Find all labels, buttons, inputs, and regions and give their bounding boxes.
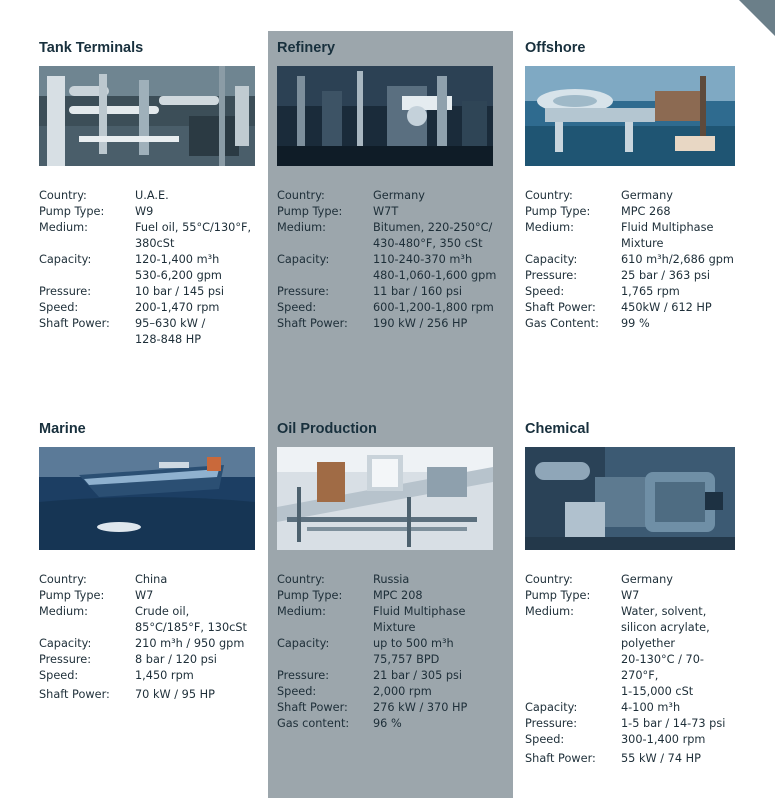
speed-value: 1,765 rpm — [621, 285, 680, 298]
pump-type-value: MPC 208 — [373, 589, 423, 602]
country-value: Germany — [373, 189, 425, 202]
shaft-power-value: 95–630 kW / 128-848 HP — [135, 317, 206, 346]
chemical-photo — [525, 447, 735, 550]
speed-value: 1,450 rpm — [135, 669, 194, 682]
speed-label: Speed: — [277, 685, 317, 698]
shaft-power-value: 55 kW / 74 HP — [621, 752, 701, 765]
shaft-power-value: 70 kW / 95 HP — [135, 688, 215, 701]
card-tank-terminals — [39, 39, 275, 348]
medium-value: Fluid Multiphase Mixture — [373, 605, 466, 634]
capacity-value: 110-240-370 m³h 480-1,060-1,600 gpm — [373, 253, 497, 282]
medium-label: Medium: — [277, 221, 326, 234]
pressure-value: 10 bar / 145 psi — [135, 285, 225, 298]
country-label: Country: — [39, 573, 87, 586]
medium-value: Fuel oil, 55°C/130°F, 380cSt — [135, 221, 252, 250]
capacity-label: Capacity: — [277, 253, 330, 266]
medium-value: Fluid Multiphase Mixture — [621, 221, 714, 250]
pump-type-label: Pump Type: — [39, 589, 105, 602]
shaft-power-label: Shaft Power: — [277, 701, 348, 714]
speed-value: 300-1,400 rpm — [621, 733, 706, 746]
pressure-label: Pressure: — [525, 269, 578, 282]
country-label: Country: — [525, 573, 573, 586]
pump-type-value: W7 — [621, 589, 640, 602]
pump-type-label: Pump Type: — [525, 205, 591, 218]
capacity-label: Capacity: — [525, 253, 578, 266]
medium-label: Medium: — [525, 605, 574, 618]
card-title: Marine — [39, 421, 86, 437]
pump-type-label: Pump Type: — [39, 205, 105, 218]
shaft-power-value: 276 kW / 370 HP — [373, 701, 468, 714]
country-label: Country: — [525, 189, 573, 202]
speed-label: Speed: — [525, 733, 565, 746]
speed-label: Speed: — [277, 301, 317, 314]
card-title: Offshore — [525, 40, 586, 56]
pressure-label: Pressure: — [525, 717, 578, 730]
pump-type-value: W7 — [135, 589, 154, 602]
pump-type-value: W9 — [135, 205, 154, 218]
refinery-photo — [277, 66, 493, 166]
card-offshore — [525, 39, 761, 332]
card-title: Tank Terminals — [39, 40, 144, 56]
country-value: Russia — [373, 573, 410, 586]
offshore-photo — [525, 66, 735, 166]
speed-label: Speed: — [39, 669, 79, 682]
pump-type-label: Pump Type: — [277, 205, 343, 218]
pressure-value: 25 bar / 363 psi — [621, 269, 711, 282]
shaft-power-value: 450kW / 612 HP — [621, 301, 712, 314]
medium-label: Medium: — [525, 221, 574, 234]
capacity-value: up to 500 m³h 75,757 BPD — [373, 637, 454, 666]
medium-label: Medium: — [277, 605, 326, 618]
card-chemical — [525, 420, 761, 767]
capacity-value: 4-100 m³h — [621, 701, 681, 714]
pressure-label: Pressure: — [277, 669, 330, 682]
gas-content-label: Gas Content: — [525, 317, 599, 330]
country-value: China — [135, 573, 168, 586]
card-oil-production — [277, 420, 513, 732]
marine-photo — [39, 447, 255, 550]
card-title: Chemical — [525, 421, 590, 437]
speed-label: Speed: — [525, 285, 565, 298]
gas-content-value: 99 % — [621, 317, 650, 330]
capacity-label: Capacity: — [525, 701, 578, 714]
speed-value: 600-1,200-1,800 rpm — [373, 301, 494, 314]
card-marine — [39, 420, 275, 703]
oil-production-photo — [277, 447, 493, 550]
shaft-power-label: Shaft Power: — [39, 317, 110, 330]
medium-label: Medium: — [39, 605, 88, 618]
country-value: Germany — [621, 573, 673, 586]
gas-content-label: Gas content: — [277, 717, 350, 730]
capacity-value: 610 m³h/2,686 gpm — [621, 253, 734, 266]
gas-content-value: 96 % — [373, 717, 402, 730]
speed-value: 200-1,470 rpm — [135, 301, 220, 314]
pressure-value: 21 bar / 305 psi — [373, 669, 463, 682]
tank-terminal-photo — [39, 66, 255, 166]
speed-value: 2,000 rpm — [373, 685, 432, 698]
pressure-label: Pressure: — [39, 285, 92, 298]
pressure-label: Pressure: — [277, 285, 330, 298]
card-refinery — [277, 39, 513, 332]
capacity-label: Capacity: — [277, 637, 330, 650]
pump-type-label: Pump Type: — [277, 589, 343, 602]
page-corner-triangle — [739, 0, 775, 36]
pressure-value: 1-5 bar / 14-73 psi — [621, 717, 726, 730]
capacity-value: 120-1,400 m³h 530-6,200 gpm — [135, 253, 222, 282]
medium-value: Crude oil, 85°C/185°F, 130cSt — [135, 605, 247, 634]
country-label: Country: — [277, 573, 325, 586]
country-label: Country: — [39, 189, 87, 202]
card-title: Oil Production — [277, 421, 377, 437]
capacity-value: 210 m³h / 950 gpm — [135, 637, 245, 650]
medium-label: Medium: — [39, 221, 88, 234]
card-title: Refinery — [277, 40, 336, 56]
shaft-power-label: Shaft Power: — [39, 688, 110, 701]
country-value: U.A.E. — [135, 189, 169, 202]
pump-type-value: W7T — [373, 205, 399, 218]
shaft-power-value: 190 kW / 256 HP — [373, 317, 468, 330]
pump-type-label: Pump Type: — [525, 589, 591, 602]
country-value: Germany — [621, 189, 673, 202]
pressure-label: Pressure: — [39, 653, 92, 666]
pump-type-value: MPC 268 — [621, 205, 671, 218]
capacity-label: Capacity: — [39, 253, 92, 266]
shaft-power-label: Shaft Power: — [525, 301, 596, 314]
capacity-label: Capacity: — [39, 637, 92, 650]
medium-value: Bitumen, 220-250°C/ 430-480°F, 350 cSt — [373, 221, 493, 250]
pressure-value: 8 bar / 120 psi — [135, 653, 217, 666]
country-label: Country: — [277, 189, 325, 202]
pressure-value: 11 bar / 160 psi — [373, 285, 463, 298]
speed-label: Speed: — [39, 301, 79, 314]
medium-value: Water, solvent, silicon acrylate, polyether 20-130°C / 70- 270°F, 1-15,000 cSt — [621, 605, 710, 698]
shaft-power-label: Shaft Power: — [277, 317, 348, 330]
shaft-power-label: Shaft Power: — [525, 752, 596, 765]
